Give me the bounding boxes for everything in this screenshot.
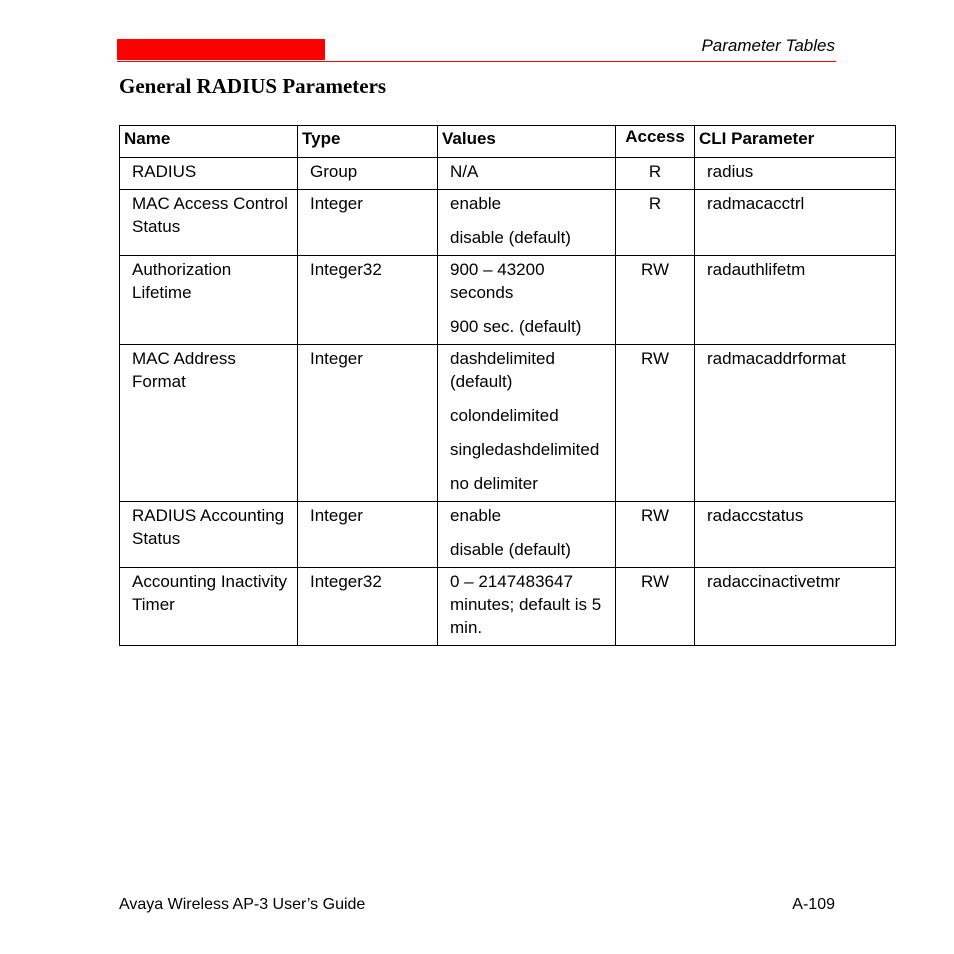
cell-type: Integer [298,345,438,502]
value-option: 900 sec. (default) [450,317,582,336]
header-rule [117,61,836,62]
parameter-table [119,125,896,646]
cell-type: Integer [298,502,438,568]
section-title: General RADIUS Parameters [119,74,387,98]
cell-values [438,158,616,190]
table-row [120,158,896,190]
cell-values [438,190,616,256]
value-option: 900 – 43200 seconds [450,260,545,302]
value-option: enable [450,506,502,525]
table-row [120,568,896,646]
value-option: colondelimited [450,406,559,425]
cell-cli: radauthlifetm [695,256,896,345]
cell-type: Integer32 [298,256,438,345]
footer-page-number: A-109 [792,896,835,913]
cell-cli: radmacaddrformat [695,345,896,502]
cell-type: Integer32 [298,568,438,646]
cell-type: Integer [298,190,438,256]
table-row [120,345,896,502]
header-red-bar [117,39,325,60]
value-option: singledashdelimited [450,440,600,459]
table-row [120,502,896,568]
value-option: disable (default) [450,540,571,559]
cell-cli: radaccstatus [695,502,896,568]
column-header-type: Type [298,126,438,158]
cell-name: MAC Access Control Status [120,190,298,256]
cell-values [438,256,616,345]
cell-name: Authorization Lifetime [120,256,298,345]
cell-name: Accounting Inactivity Timer [120,568,298,646]
cell-access: RW [616,345,695,502]
column-header-cli: CLI Parameter [695,126,896,158]
value-option: enable [450,194,502,213]
column-header-name: Name [120,126,298,158]
value-option: no delimiter [450,474,538,493]
cell-access: RW [616,256,695,345]
value-option: N/A [450,162,479,181]
value-option: 0 – 2147483647 minutes; default is 5 min. [450,572,602,637]
cell-cli: radaccinactivetmr [695,568,896,646]
cell-access: RW [616,502,695,568]
cell-values [438,345,616,502]
cell-name: RADIUS Accounting Status [120,502,298,568]
value-option: dashdelimited (default) [450,349,555,391]
cell-name: RADIUS [120,158,298,190]
cell-access: R [616,158,695,190]
table-row [120,256,896,345]
cell-values [438,502,616,568]
running-header: Parameter Tables [701,36,835,55]
cell-access: R [616,190,695,256]
cell-name: MAC Address Format [120,345,298,502]
cell-type: Group [298,158,438,190]
cell-cli: radius [695,158,896,190]
table-row [120,190,896,256]
value-option: disable (default) [450,228,571,247]
column-header-access: Access [616,126,695,158]
column-header-values: Values [438,126,616,158]
table-header-row [120,126,896,158]
cell-access: RW [616,568,695,646]
cell-values [438,568,616,646]
cell-cli: radmacacctrl [695,190,896,256]
footer-guide-title: Avaya Wireless AP-3 User’s Guide [119,896,366,913]
table-body [120,158,896,646]
